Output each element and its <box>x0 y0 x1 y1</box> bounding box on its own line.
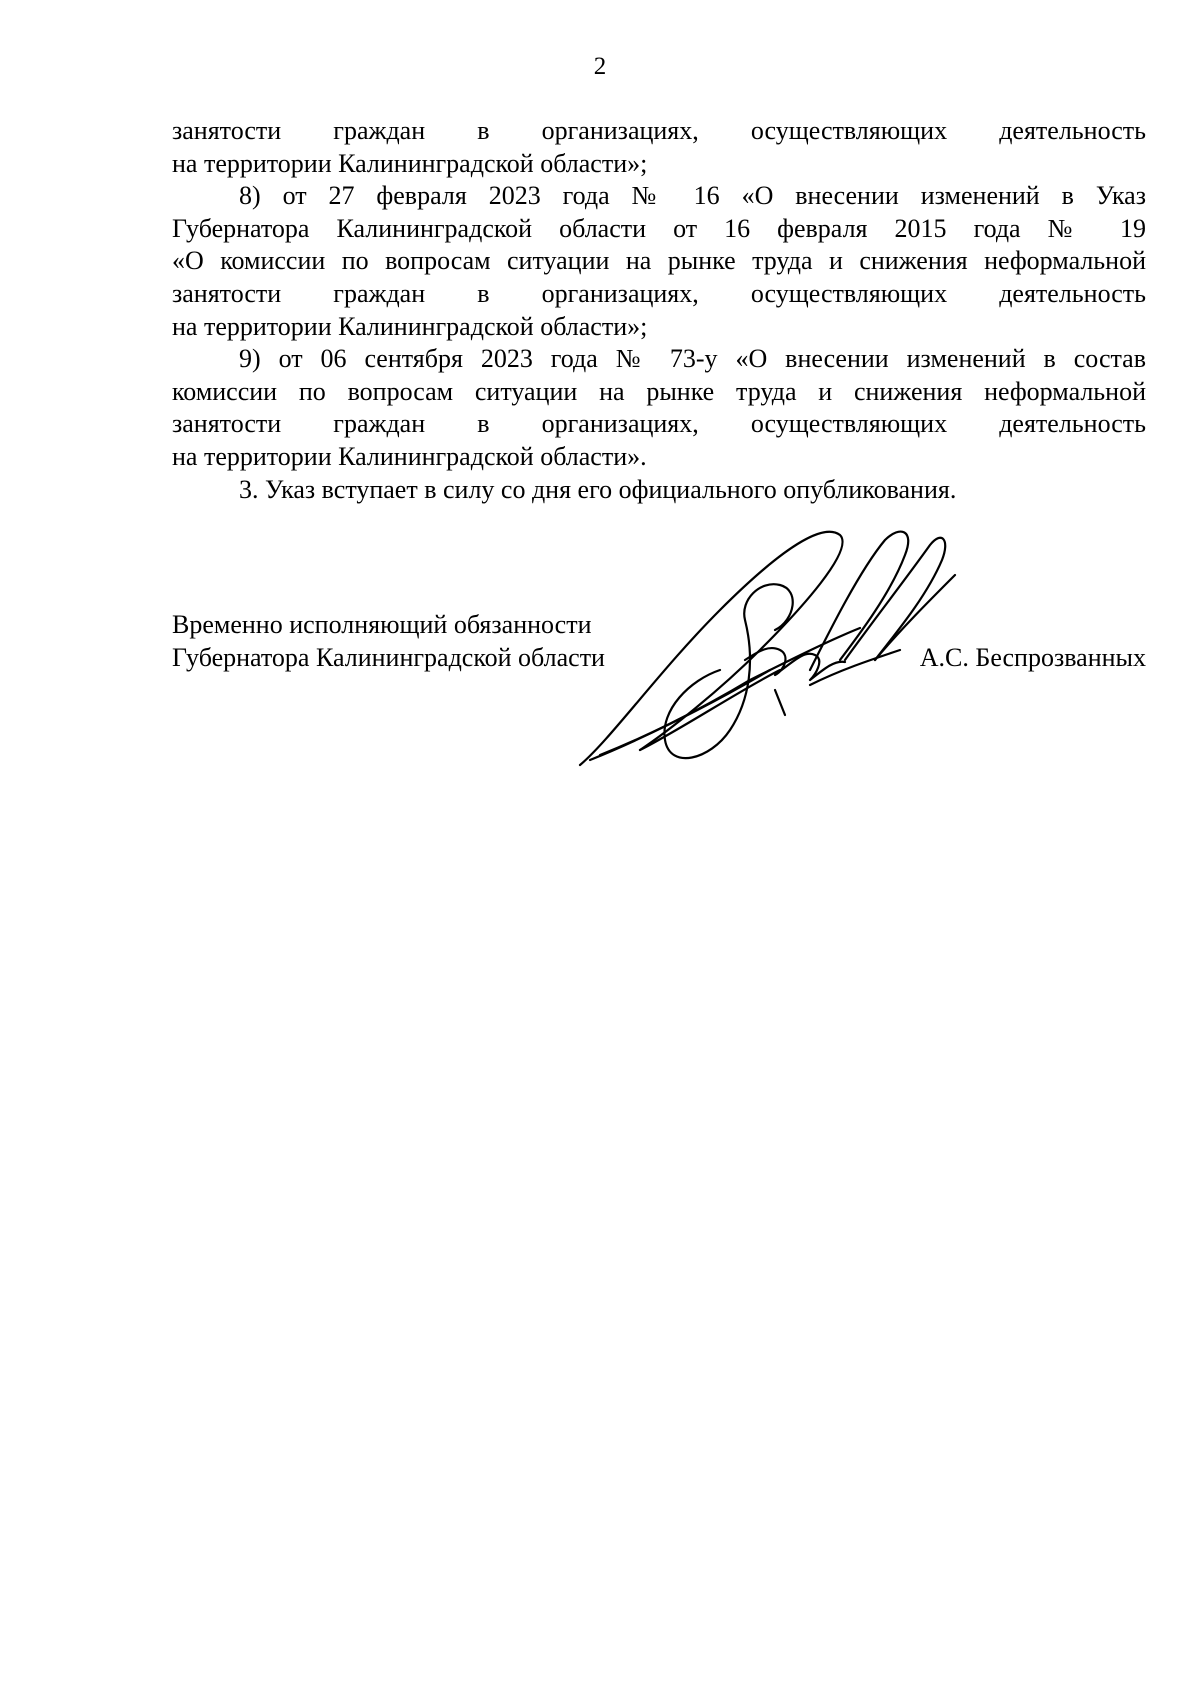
justified-line <box>172 278 1146 311</box>
word: занятости <box>172 409 282 439</box>
justified-line <box>172 115 1146 148</box>
word: граждан <box>333 409 426 439</box>
justified-line <box>172 180 1146 213</box>
text-line: на территории Калининградской области»; <box>172 148 648 178</box>
text-line: на территории Калининградской области»; <box>172 311 648 341</box>
word: в <box>477 409 490 439</box>
paragraph-item-3 <box>172 474 1146 507</box>
justified-line <box>172 343 1146 376</box>
word: занятости <box>172 278 282 308</box>
handwritten-signature <box>570 510 990 780</box>
text-line: 3. Указ вступает в силу со дня его официального опубликования. <box>239 474 957 504</box>
word: осуществляющих <box>750 278 948 308</box>
signatory-name: А.С. Беспрозванных <box>919 642 1146 672</box>
word: деятельность <box>999 278 1146 308</box>
document-body <box>172 115 1146 506</box>
signatory-title-line-2: Губернатора Калининградской области <box>172 642 605 672</box>
word: организациях, <box>541 116 699 145</box>
word: занятости <box>172 116 282 145</box>
word: осуществляющих <box>750 409 948 439</box>
word: граждан <box>333 278 426 308</box>
word: в <box>477 116 490 145</box>
word: деятельность <box>999 409 1146 439</box>
text-line: 9) от 06 сентября 2023 года № 73-у «О внесении изменений в состав <box>239 344 1146 374</box>
text-line: «О комиссии по вопросам ситуации на рынке труда и снижения неформальной <box>172 246 1146 276</box>
text-line: комиссии по вопросам ситуации на рынке труда и снижения неформальной <box>172 376 1146 406</box>
paragraph-item-9 <box>172 343 1146 473</box>
paragraph-item-8 <box>172 180 1146 343</box>
word: граждан <box>333 116 426 145</box>
word: деятельность <box>999 116 1146 145</box>
text-line: на территории Калининградской области». <box>172 441 647 471</box>
page-number: 2 <box>593 53 607 80</box>
word: в <box>477 278 490 308</box>
justified-line <box>172 408 1146 441</box>
text-line: Губернатора Калининградской области от 16 февраля 2015 года № 19 <box>172 213 1146 243</box>
text-line: 8) от 27 февраля 2023 года № 16 «О внесении изменений в Указ <box>239 181 1146 211</box>
paragraph-continuation <box>172 115 1146 180</box>
word: организациях, <box>541 278 699 308</box>
word: осуществляющих <box>750 116 948 145</box>
signatory-title-line-1: Временно исполняющий обязанности <box>172 610 592 639</box>
word: организациях, <box>541 409 699 439</box>
